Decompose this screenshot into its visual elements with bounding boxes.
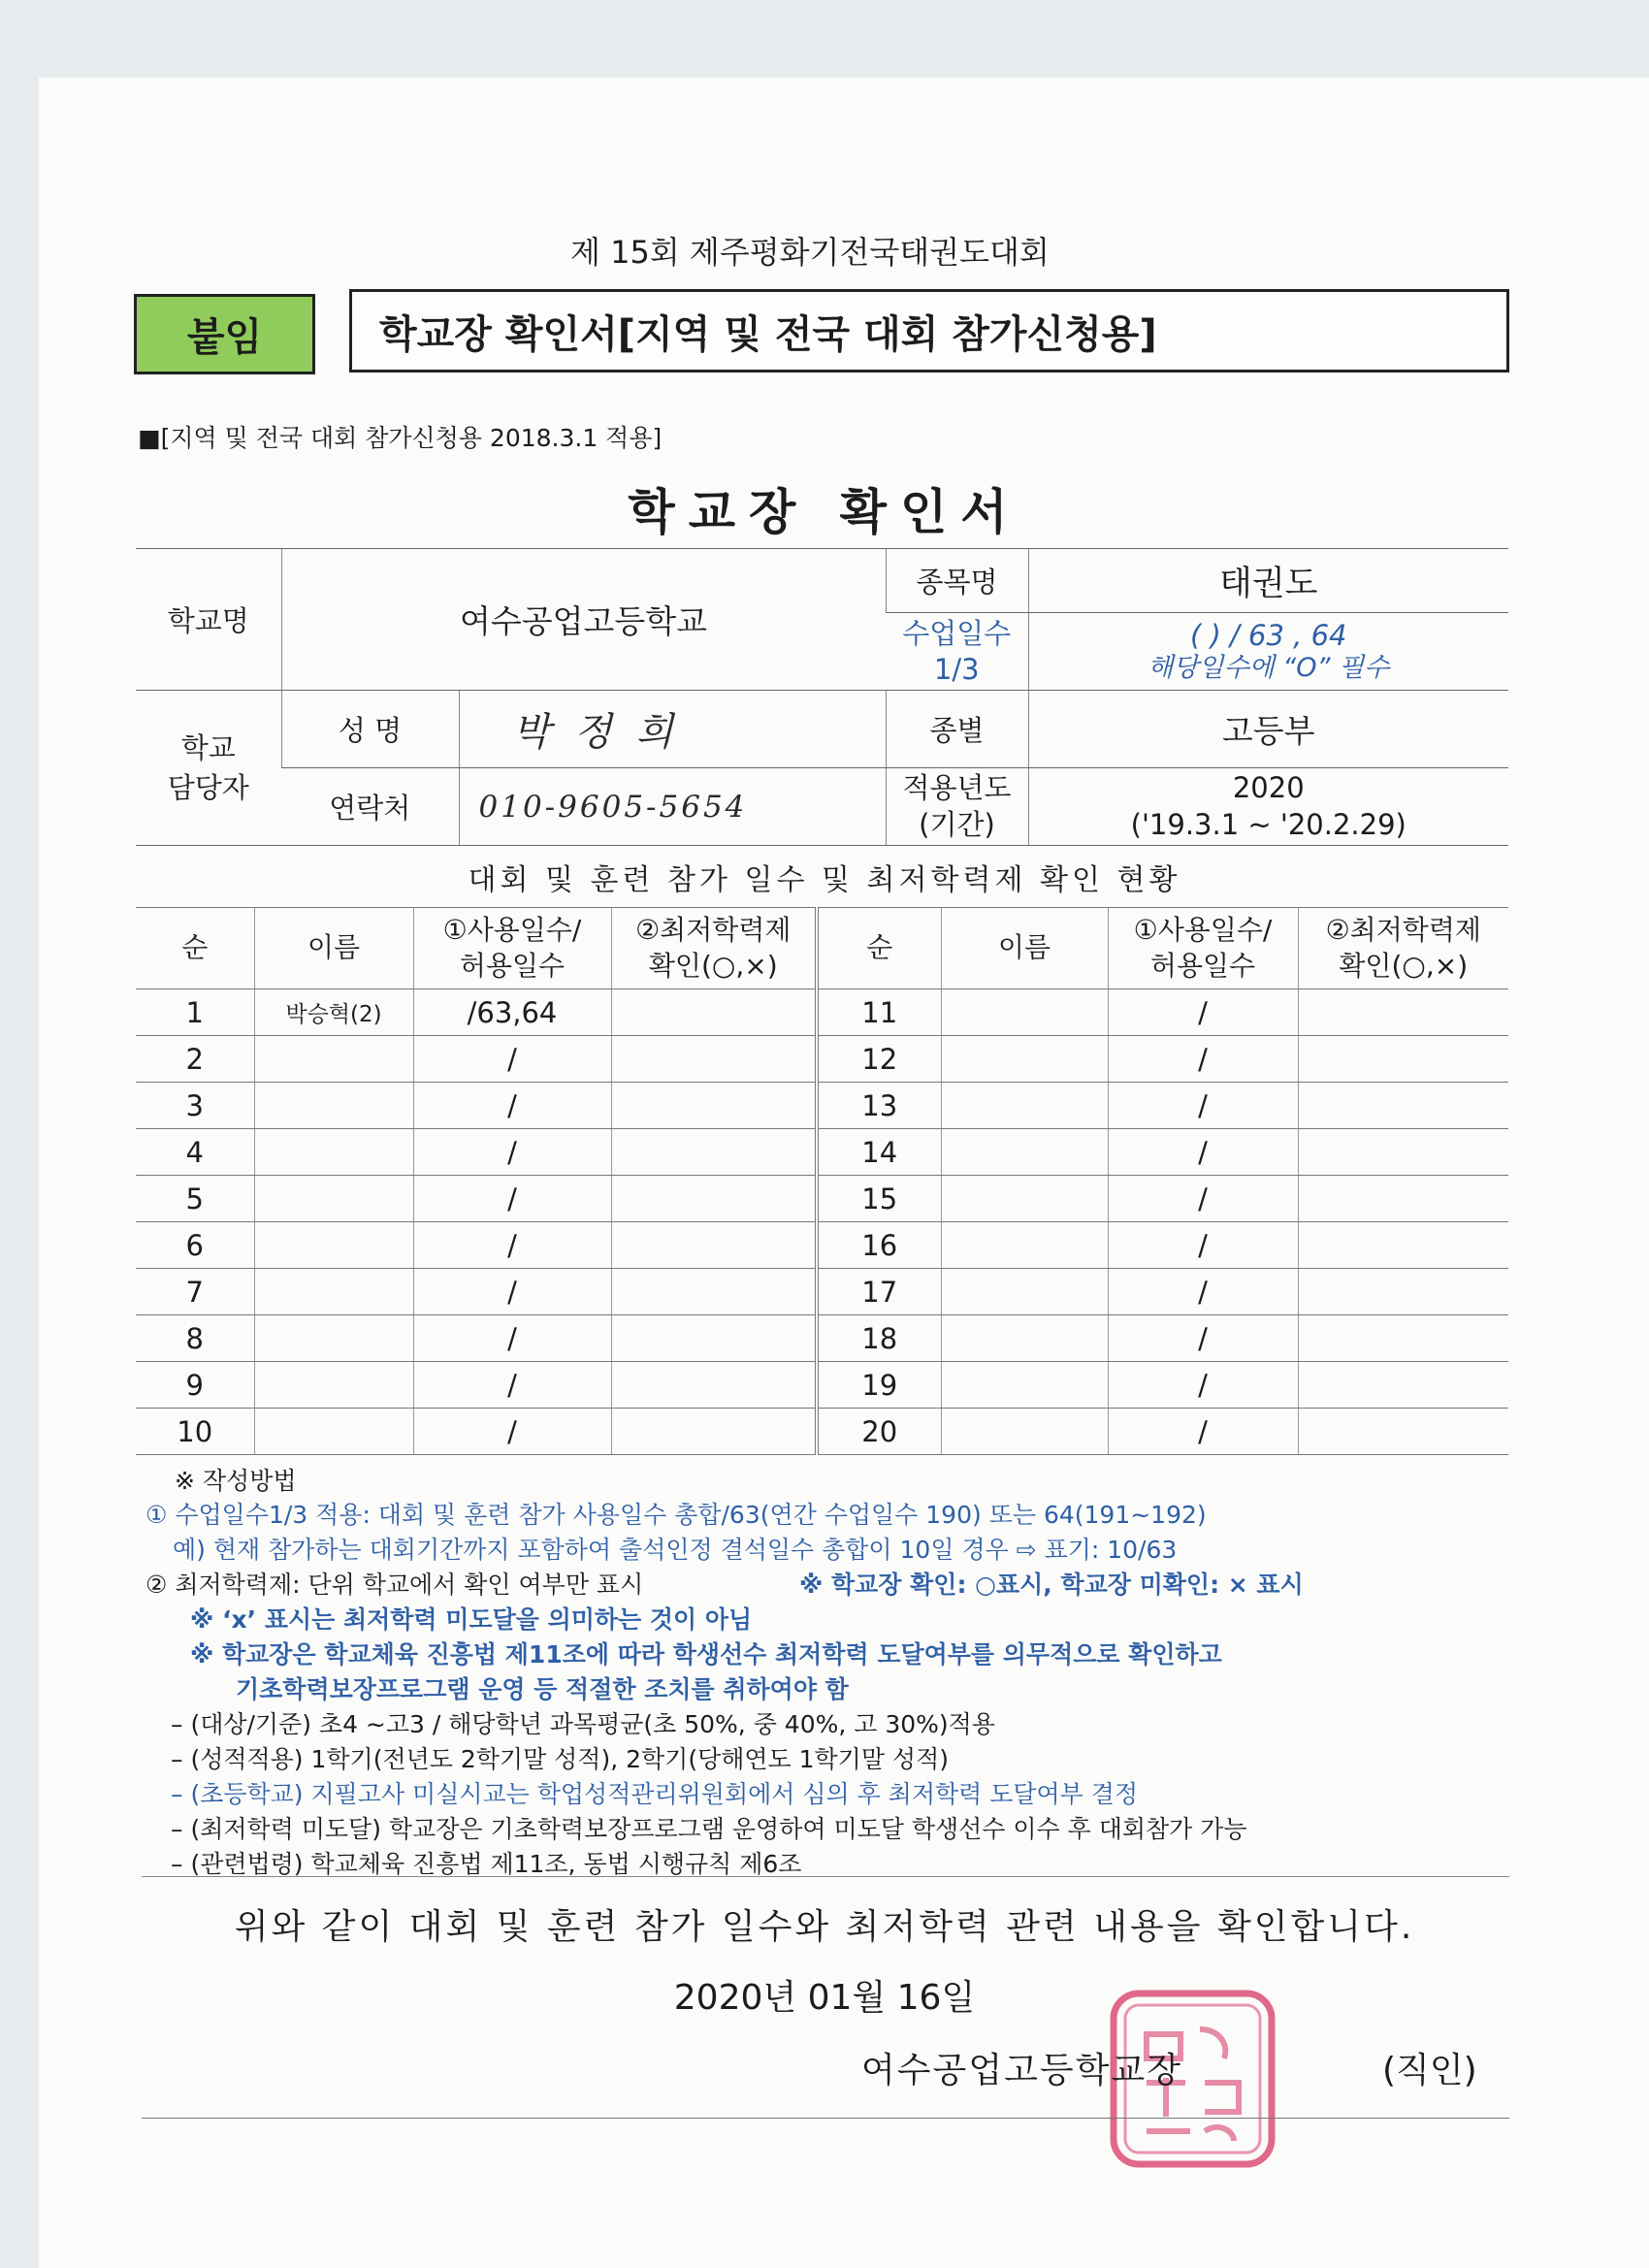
- bottom-divider: [142, 2118, 1509, 2119]
- row-no: 5: [136, 1176, 254, 1222]
- row-days-2: /: [1108, 1222, 1298, 1269]
- row-days-2: /: [1108, 1315, 1298, 1362]
- contact-value: 010-9605-5654: [459, 768, 886, 846]
- staff-label: [136, 691, 281, 846]
- row-no-2: 11: [817, 989, 941, 1036]
- year-value: [1028, 768, 1508, 846]
- method-line-5: ※ 학교장은 학교체육 진흥법 제11조에 따라 학생선수 최저학력 도달여부를 의무적으로 확인하고: [190, 1640, 1222, 1669]
- row-name-2: [941, 1269, 1108, 1315]
- staff-label-line2: 담당자: [167, 770, 249, 804]
- col-header-days-2-line1: ①사용일수/: [1133, 914, 1273, 947]
- year-number: 2020: [1232, 770, 1305, 804]
- row-no-2: 13: [817, 1083, 941, 1129]
- event-label: 종목명: [886, 549, 1028, 613]
- row-name: [254, 1083, 413, 1129]
- method-line-10: – (최저학력 미도달) 학교장은 기초학력보장프로그램 운영하여 미도달 학생선수 이수 후 대회참가 가능: [171, 1815, 1247, 1843]
- table-row: [136, 1083, 1508, 1129]
- event-value: 태권도: [1028, 549, 1508, 613]
- row-name-2: [941, 1409, 1108, 1455]
- row-name: [254, 1409, 413, 1455]
- method-line-1: ① 수업일수1/3 적용: 대회 및 훈련 참가 사용일수 총합/63(연간 수업일수 190) 또는 64(191~192): [146, 1501, 1207, 1529]
- table-row: [136, 1409, 1508, 1455]
- row-days-2: /: [1108, 1362, 1298, 1409]
- col-header-no: 순: [136, 908, 254, 989]
- row-no-2: 20: [817, 1409, 941, 1455]
- row-name: [254, 1362, 413, 1409]
- row-min: [611, 1409, 817, 1455]
- school-name-label: 학교명: [136, 549, 281, 691]
- row-name: [254, 1129, 413, 1176]
- row-min: [611, 1269, 817, 1315]
- method-line-3b: ※ 학교장 확인: ○표시, 학교장 미확인: × 표시: [799, 1571, 1304, 1599]
- method-line-3a: ② 최저학력제: 단위 학교에서 확인 여부만 표시: [146, 1571, 644, 1599]
- row-min: [611, 1222, 817, 1269]
- table-row: [136, 1129, 1508, 1176]
- row-days: /: [413, 1222, 611, 1269]
- class-days-fraction: ( ) / 63 , 64: [1189, 618, 1347, 652]
- division-label: 종별: [886, 691, 1028, 768]
- staff-label-line1: 학교: [180, 730, 236, 764]
- col-header-name: 이름: [254, 908, 413, 989]
- row-name: [254, 1222, 413, 1269]
- class-days-label-line1: 수업일수: [902, 617, 1012, 651]
- col-header-days-2-line2: 허용일수: [1149, 949, 1256, 982]
- status-title: 대회 및 훈련 참가 일수 및 최저학력제 확인 현황: [468, 863, 1181, 897]
- row-days: /: [413, 1269, 611, 1315]
- row-days-2: /: [1108, 1036, 1298, 1083]
- row-no: 2: [136, 1036, 254, 1083]
- row-days: /: [413, 1409, 611, 1455]
- row-no: 9: [136, 1362, 254, 1409]
- row-no: 6: [136, 1222, 254, 1269]
- table-row: [136, 1176, 1508, 1222]
- row-no-2: 12: [817, 1036, 941, 1083]
- row-min-2: [1298, 1315, 1508, 1362]
- row-days-2: /: [1108, 1083, 1298, 1129]
- method-title: ※ 작성방법: [175, 1467, 297, 1495]
- row-min-2: [1298, 1129, 1508, 1176]
- row-min-2: [1298, 989, 1508, 1036]
- header-title: 학교장 확인서[지역 및 전국 대회 참가신청용]: [349, 289, 1509, 373]
- col-header-min-2-line1: ②최저학력제: [1325, 914, 1481, 947]
- confirm-text: 위와 같이 대회 및 훈련 참가 일수와 최저학력 관련 내용을 확인합니다.: [234, 1907, 1415, 1947]
- row-min-2: [1298, 1362, 1508, 1409]
- row-no: 3: [136, 1083, 254, 1129]
- row-name-2: [941, 1129, 1108, 1176]
- row-name-2: [941, 989, 1108, 1036]
- row-min: [611, 1083, 817, 1129]
- class-days-note: 해당일수에 “O” 필수: [1148, 652, 1390, 683]
- row-min: [611, 1036, 817, 1083]
- row-no: 4: [136, 1129, 254, 1176]
- row-days: /63,64: [413, 989, 611, 1036]
- row-days-2: /: [1108, 1269, 1298, 1315]
- row-name-2: [941, 1362, 1108, 1409]
- year-label: [886, 768, 1028, 846]
- row-days-2: /: [1108, 1129, 1298, 1176]
- school-name-value: 여수공업고등학교: [281, 549, 886, 691]
- year-label-line2: (기간): [919, 807, 995, 841]
- row-no-2: 15: [817, 1176, 941, 1222]
- row-min-2: [1298, 1409, 1508, 1455]
- col-header-name-2: 이름: [941, 908, 1108, 989]
- class-days-value: [1028, 613, 1508, 691]
- row-min: [611, 989, 817, 1036]
- row-no: 8: [136, 1315, 254, 1362]
- row-no-2: 14: [817, 1129, 941, 1176]
- row-name: [254, 1176, 413, 1222]
- row-min: [611, 1362, 817, 1409]
- row-days: /: [413, 1129, 611, 1176]
- name-value: 박 정 희: [459, 691, 886, 768]
- row-name-2: [941, 1222, 1108, 1269]
- division-value: 고등부: [1028, 691, 1508, 768]
- date-text: 2020년 01월 16일: [673, 1978, 976, 2018]
- col-header-min-2: [1298, 908, 1508, 989]
- row-min-2: [1298, 1036, 1508, 1083]
- col-header-no-2: 순: [817, 908, 941, 989]
- row-no: 7: [136, 1269, 254, 1315]
- row-days: /: [413, 1362, 611, 1409]
- table-row: [136, 1269, 1508, 1315]
- table-row: [136, 1036, 1508, 1083]
- method-line-6: 기초학력보장프로그램 운영 등 적절한 조치를 취하여야 함: [236, 1675, 849, 1703]
- status-table-header: [136, 908, 1508, 989]
- col-header-min-line2: 확인(○,×): [648, 949, 778, 982]
- info-table: [136, 548, 1508, 846]
- name-label: 성 명: [281, 691, 459, 768]
- row-days: /: [413, 1083, 611, 1129]
- col-header-days: [413, 908, 611, 989]
- contact-label: 연락처: [281, 768, 459, 846]
- row-no: 10: [136, 1409, 254, 1455]
- col-header-min: [611, 908, 817, 989]
- doc-title: 학교장 확인서: [628, 484, 1021, 540]
- row-name: [254, 1269, 413, 1315]
- row-name-2: [941, 1315, 1108, 1362]
- row-min-2: [1298, 1222, 1508, 1269]
- method-line-4: ※ ‘x’ 표시는 최저학력 미도달을 의미하는 것이 아님: [190, 1605, 753, 1634]
- col-header-days-line2: 허용일수: [459, 949, 566, 982]
- row-min-2: [1298, 1083, 1508, 1129]
- col-header-days-2: [1108, 908, 1298, 989]
- year-label-line1: 적용년도: [902, 770, 1012, 804]
- class-days-label: [886, 613, 1028, 691]
- method-line-7: – (대상/기준) 초4 ~고3 / 해당학년 과목평균(초 50%, 중 40%, 고 30%)적용: [171, 1710, 995, 1738]
- row-name-2: [941, 1176, 1108, 1222]
- row-name-2: [941, 1083, 1108, 1129]
- seal-label: (직인): [1382, 2051, 1477, 2090]
- method-line-8: – (성적적용) 1학기(전년도 2학기말 성적), 2학기(당해연도 1학기말 성적): [171, 1745, 949, 1773]
- row-min: [611, 1315, 817, 1362]
- table-row: [136, 1222, 1508, 1269]
- row-min: [611, 1129, 817, 1176]
- row-name-2: [941, 1036, 1108, 1083]
- table-row: [136, 1362, 1508, 1409]
- table-row: [136, 989, 1508, 1036]
- method-line-11: – (관련법령) 학교체육 진흥법 제11조, 동법 시행규칙 제6조: [171, 1850, 802, 1878]
- row-name: [254, 1036, 413, 1083]
- col-header-min-line1: ②최저학력제: [635, 914, 792, 947]
- row-no-2: 16: [817, 1222, 941, 1269]
- row-days-2: /: [1108, 1409, 1298, 1455]
- principal-name: 여수공업고등학교장: [861, 2051, 1182, 2090]
- row-name: 박승혁(2): [254, 989, 413, 1036]
- row-min: [611, 1176, 817, 1222]
- table-row: [136, 1315, 1508, 1362]
- method-line-9: – (초등학교) 지필고사 미실시교는 학업성적관리위원회에서 심의 후 최저학력 도달여부 결정: [171, 1780, 1139, 1808]
- competition-title: 제 15회 제주평화기전국태권도대회: [570, 234, 1050, 271]
- year-period: ('19.3.1 ~ '20.2.29): [1130, 807, 1406, 841]
- row-days: /: [413, 1315, 611, 1362]
- class-days-label-line2: 1/3: [933, 652, 980, 686]
- row-min-2: [1298, 1269, 1508, 1315]
- attachment-badge: 붙임: [134, 294, 315, 374]
- row-days-2: /: [1108, 989, 1298, 1036]
- row-no-2: 19: [817, 1362, 941, 1409]
- status-table: [136, 907, 1508, 1455]
- row-min-2: [1298, 1176, 1508, 1222]
- method-line-2: 예) 현재 참가하는 대회기간까지 포함하여 출석인정 결석일수 총합이 10일 경우 ⇨ 표기: 10/63: [173, 1536, 1178, 1564]
- row-name: [254, 1315, 413, 1362]
- divider: [142, 1876, 1509, 1877]
- col-header-days-line1: ①사용일수/: [442, 914, 582, 947]
- col-header-min-2-line2: 확인(○,×): [1339, 949, 1469, 982]
- row-days: /: [413, 1036, 611, 1083]
- row-no-2: 18: [817, 1315, 941, 1362]
- row-no: 1: [136, 989, 254, 1036]
- row-days-2: /: [1108, 1176, 1298, 1222]
- subtitle: ■[지역 및 전국 대회 참가신청용 2018.3.1 적용]: [138, 424, 663, 452]
- row-no-2: 17: [817, 1269, 941, 1315]
- row-days: /: [413, 1176, 611, 1222]
